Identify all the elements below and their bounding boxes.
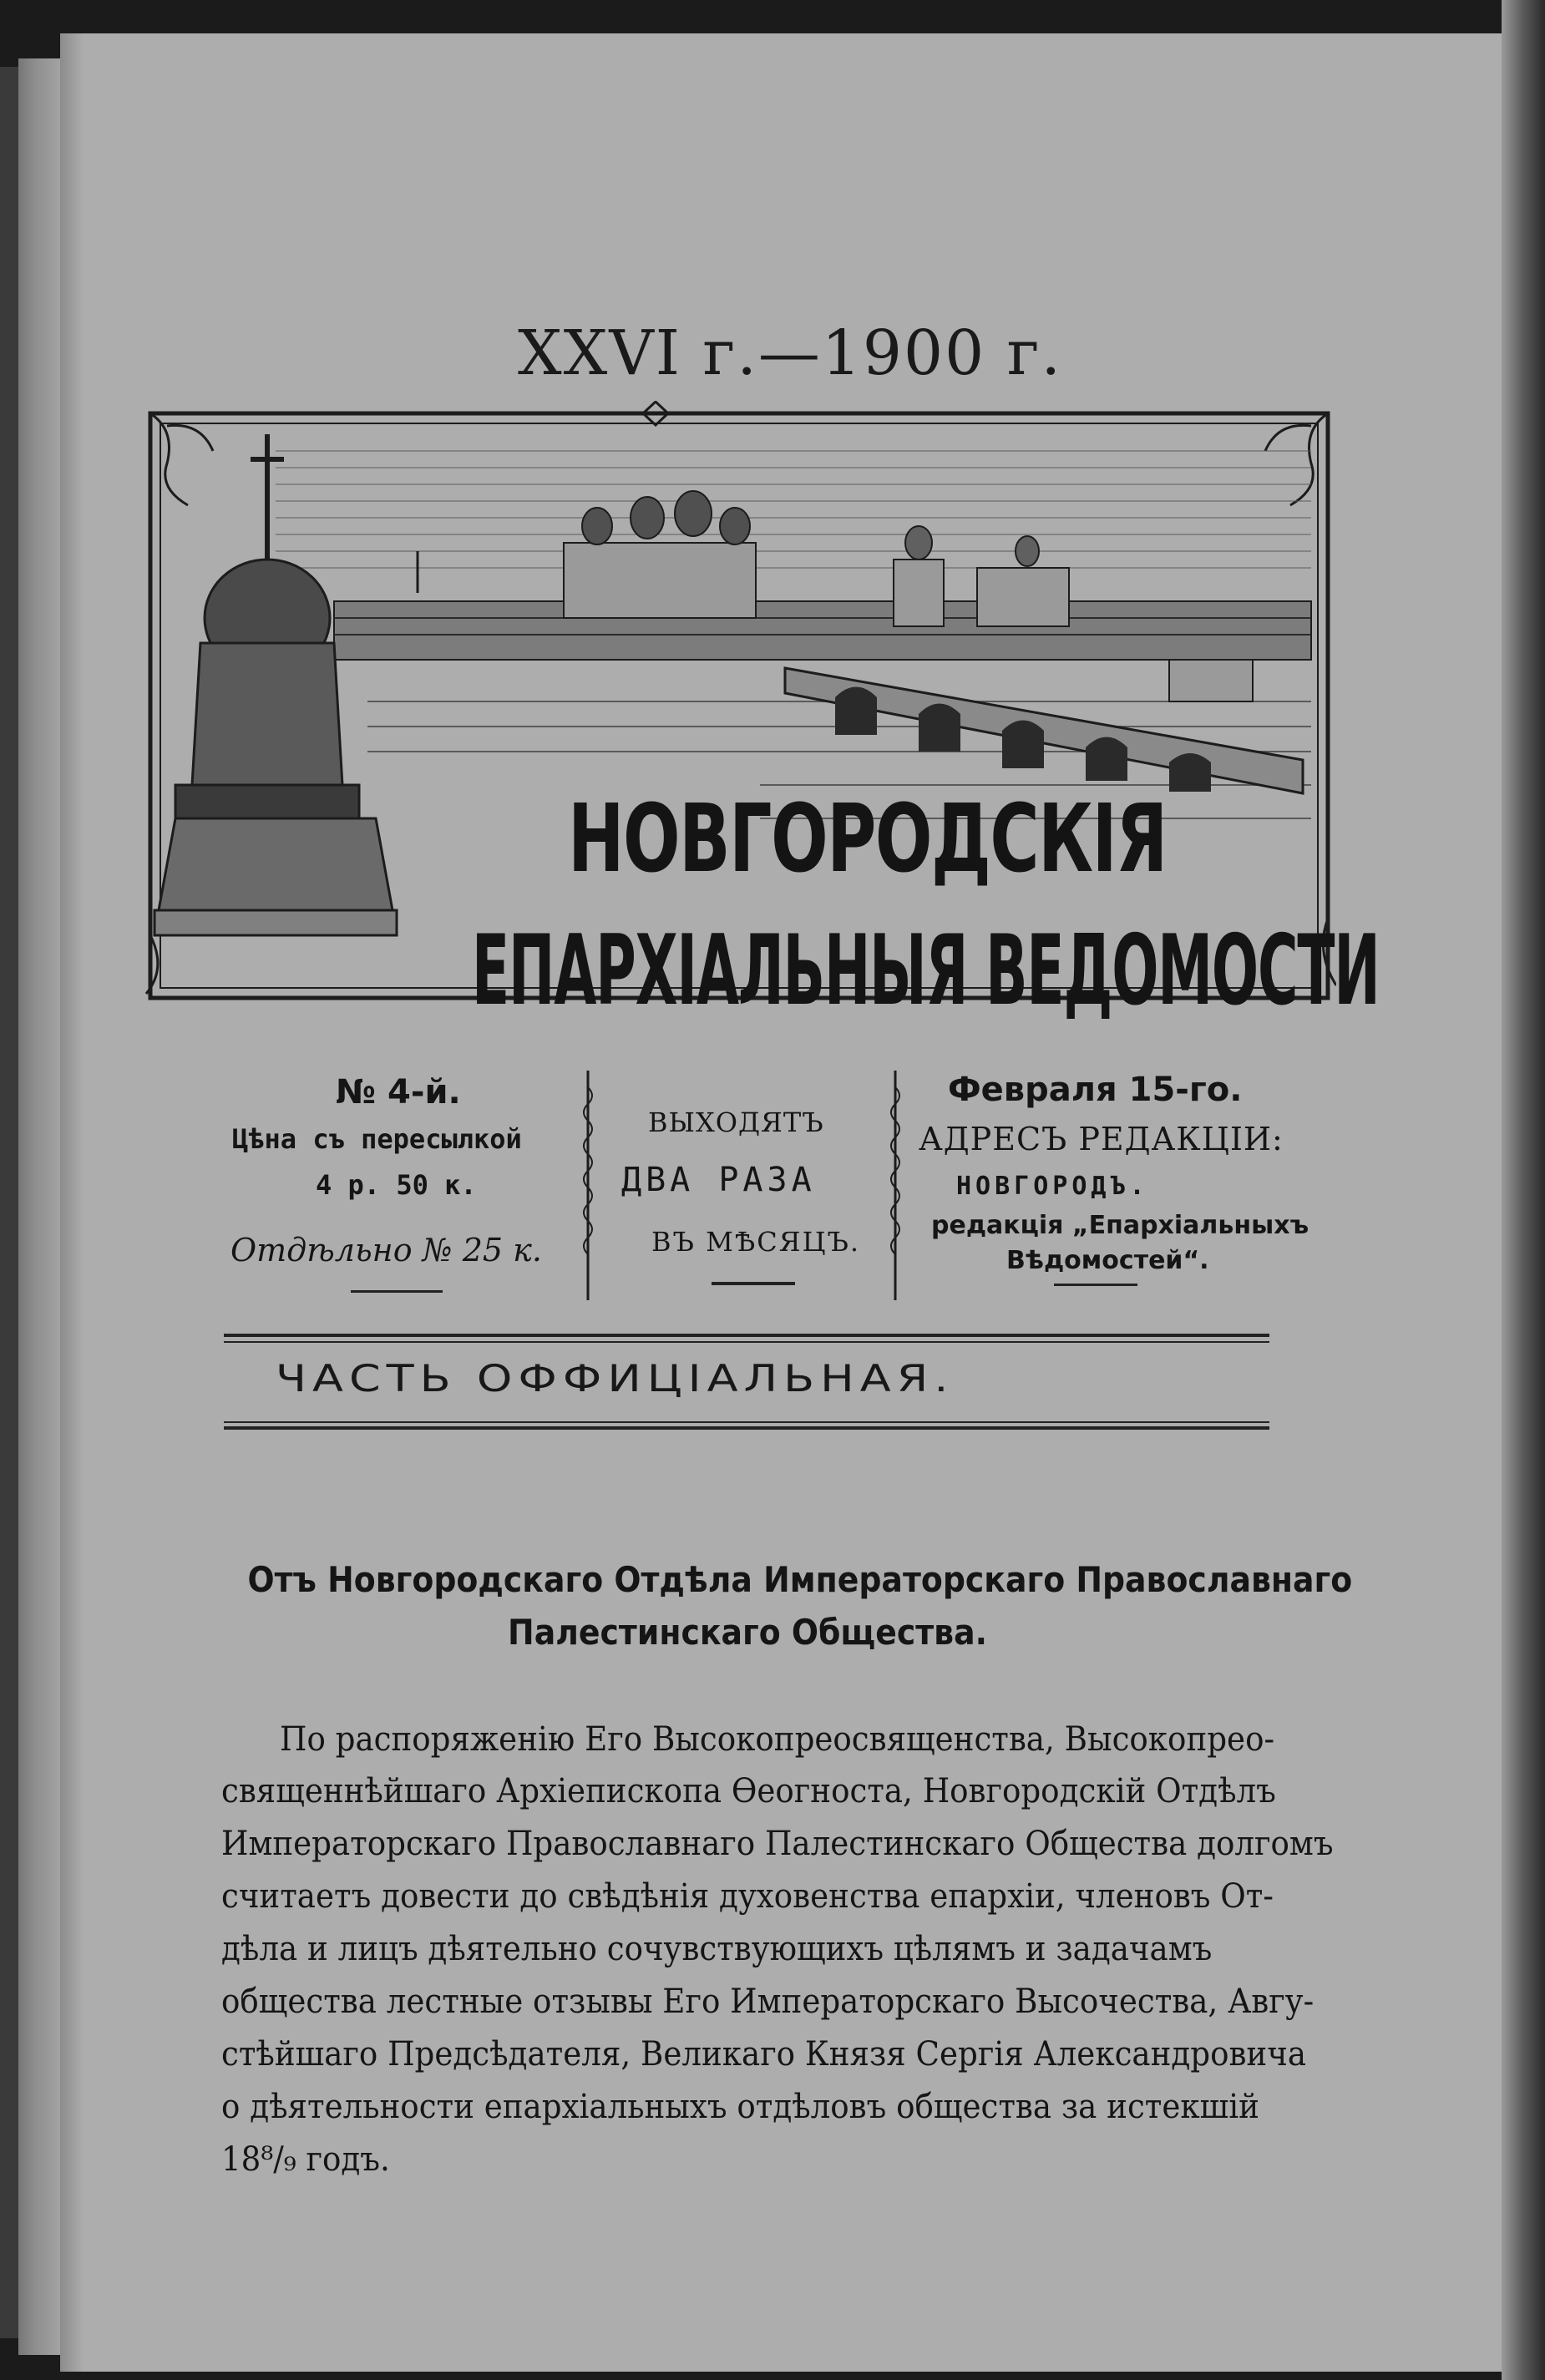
book-edge-right <box>1502 0 1545 2380</box>
body-line: Императорскаго Православнаго Палестинскаго Общества долгомъ <box>221 1825 1334 1863</box>
divider-short <box>351 1290 443 1293</box>
masthead <box>142 401 1380 1044</box>
body-line: стѣйшаго Предсѣдателя, Великаго Князя Сергія Александровича <box>221 2035 1307 2074</box>
vertical-ornament-right <box>884 1071 907 1300</box>
year-header: XXVI г.—1900 г. <box>518 317 1062 389</box>
single-issue-price: Отдѣльно № 25 к. <box>230 1232 542 1268</box>
frequency-line3: ВЪ МѢСЯЦЪ. <box>651 1226 861 1258</box>
address-label: АДРЕСЪ РЕДАКЦІИ: <box>919 1121 1284 1157</box>
article-heading-line2: Палестинскаго Общества. <box>508 1612 987 1653</box>
issue-number: № 4-й. <box>336 1073 461 1112</box>
address-line1: редакція „Епархіальныхъ <box>931 1211 1309 1240</box>
rule-top-thick <box>224 1334 1269 1337</box>
body-line: о дѣятельности епархіальныхъ отдѣловъ общества за истекшій <box>221 2088 1259 2126</box>
address-line2: Вѣдомостей“. <box>1006 1246 1209 1275</box>
body-line: священнѣйшаго Архіепископа Ѳеогноста, Новгородскій Отдѣлъ <box>221 1772 1276 1810</box>
section-title: ЧАСТЬ ОФФИЦІАЛЬНАЯ. <box>276 1357 955 1400</box>
book-page-stack <box>18 58 60 2355</box>
divider-short <box>1054 1284 1137 1286</box>
price-label: Цѣна съ пересылкой <box>232 1123 522 1155</box>
address-city: НОВГОРОДЪ. <box>956 1172 1149 1201</box>
body-line: По распоряженію Его Высокопреосвященства, Высокопрео- <box>280 1720 1275 1759</box>
monument-icon <box>154 434 397 935</box>
frequency-line1: ВЫХОДЯТЪ <box>648 1106 824 1138</box>
frequency-line2: ДВА РАЗА <box>621 1161 816 1199</box>
body-line: 18⁸/₉ годъ. <box>221 2140 390 2179</box>
article-heading-line1: Отъ Новгородскаго Отдѣла Императорскаго Православнаго <box>247 1559 1353 1600</box>
rule-bottom-thick <box>224 1426 1269 1430</box>
page-gutter <box>60 33 84 2372</box>
price-value: 4 р. 50 к. <box>316 1169 477 1201</box>
body-line: считаетъ довести до свѣдѣнія духовенства епархіи, членовъ От- <box>221 1877 1274 1916</box>
vertical-ornament-left <box>576 1071 600 1300</box>
masthead-title-line1: НОВГОРОДСКІЯ <box>568 785 1167 894</box>
divider-short <box>712 1282 795 1285</box>
body-line: общества лестные отзывы Его Императорскаго Высочества, Авгу- <box>221 1982 1315 2021</box>
masthead-title-line2: ЕПАРХІАЛЬНЫЯ ВЕДОМОСТИ <box>472 914 1380 1027</box>
rule-bottom-thin <box>224 1421 1269 1423</box>
book-edge-left <box>0 67 18 2338</box>
rule-top-thin <box>224 1341 1269 1343</box>
body-line: дѣла и лицъ дѣятельно сочувствующихъ цѣлямъ и задачамъ <box>221 1930 1213 1968</box>
issue-date: Февраля 15-го. <box>948 1071 1243 1109</box>
